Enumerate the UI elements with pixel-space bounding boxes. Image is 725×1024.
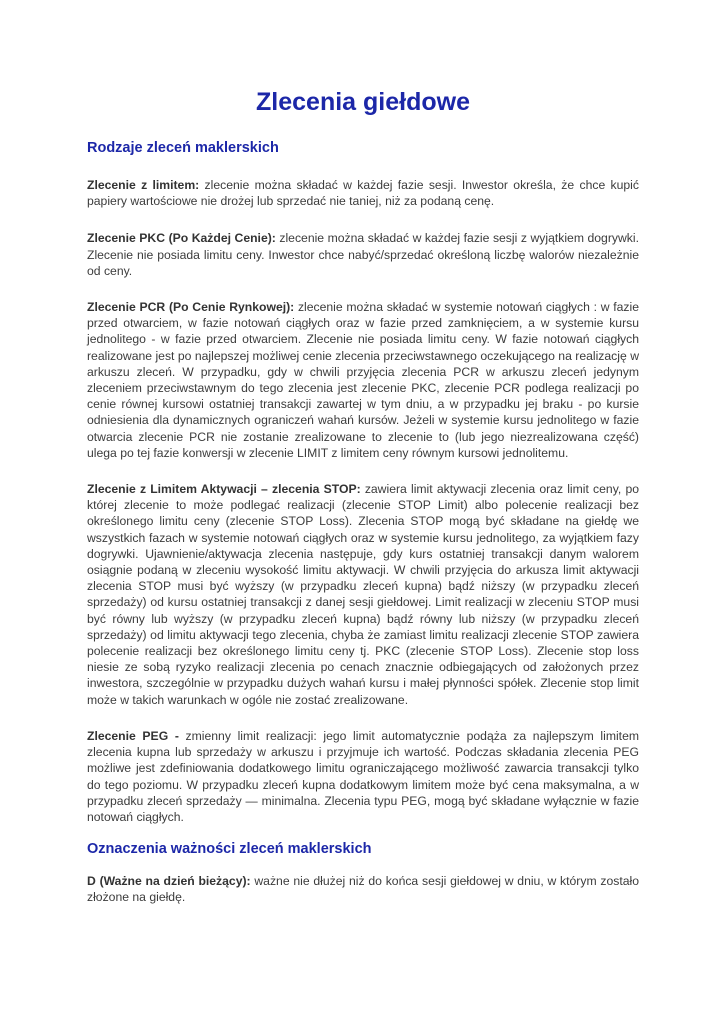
paragraph-pkc-order [87,230,639,279]
paragraph-term: Zlecenie PEG - [87,728,179,743]
paragraph-text: zlecenie można składać w systemie notowań ciągłych : w fazie przed otwarciem, w fazie notowań ciągłych oraz w fazie przed zamknięciem, a w systemie kursu jednolitego - w fazie przed otwarciem. Zlecenie nie posiada limitu ceny. W fazie notowań ciągłych realizowane jest po najlepszej możliwej cenie zlecenia przeciwstawnego oczekującego na realizację w arkuszu zleceń. W przypadku, gdy w chwili przyjęcia zlecenia PCR w arkuszu zleceń jedynym zleceniem przeciwstawnym do tego zlecenia jest zlecenie PKC, zlecenie PCR podlega realizacji po cenie równej kursowi ostatniej transakcji zawartej w tym dniu, a w przypadku jej braku - po kursie odniesienia dla dynamicznych ograniczeń wahań kursów. Jeżeli w systemie kursu jednolitego w fazie otwarcia zlecenie PCR nie zostanie zrealizowane to zlecenie to (lub jego niezrealizowana część) ulega po tej fazie konwersji w zlecenie LIMIT z limitem ceny równym kursowi jednolitemu. [87,300,639,460]
page-title: Zlecenia giełdowe [256,88,470,116]
paragraph-term: Zlecenie z limitem: [87,178,200,192]
section-heading-validity: Oznaczenia ważności zleceń maklerskich [87,841,372,858]
document-page [87,0,639,906]
paragraph-term: Zlecenie PCR (Po Cenie Rynkowej): [87,300,295,315]
paragraph-peg-order [87,728,639,825]
paragraph-text: zlecenie można składać w każdej fazie sesji. Inwestor określa, że chce kupić papiery wartościowe nie drożej lub sprzedać nie taniej, niż za podaną cenę. [87,178,639,209]
section-heading-order-types: Rodzaje zleceń maklerskich [87,140,279,156]
paragraph-term: D (Ważne na dzień bieżący): [87,874,251,889]
paragraph-text: ważne nie dłużej niż do końca sesji giełdowej w dniu, w którym zostało złożone na giełdę. [87,874,639,905]
paragraph-limit-order [87,177,639,209]
paragraph-text: zawiera limit aktywacji zlecenia oraz limit ceny, po której zlecenie to może podlegać realizacji (zlecenie STOP Limit) albo polecenie realizacji bez określonego limitu ceny (zlecenie STOP Loss). Zlecenia STOP mogą być składane na giełdę we wszystkich fazach w systemie notowań ciągłych oraz w systemie kursu jednolitego, za wyjątkiem fazy dogrywki. Ujawnienie/aktywacja zlecenia następuje, gdy kurs ostatniej transakcji danym walorem osiągnie podaną w zleceniu wysokość limitu aktywacji. W chwili przyjęcia do arkusza limit aktywacji zlecenia STOP musi być wyższy (w przypadku zleceń kupna) bądź niższy (w przypadku zleceń sprzedaży) od kursu ostatniej transakcji z danej sesji giełdowej. Limit realizacji w zleceniu STOP musi być równy lub wyższy (w przypadku zleceń kupna) bądź równy lub niższy (w przypadku zleceń sprzedaży) od limitu aktywacji tego zlecenia, chyba że zamiast limitu realizacji zlecenie STOP zawiera polecenie realizacji bez określonego limitu ceny tj. PKC (zlecenie STOP Loss). Zlecenie stop loss niesie ze sobą ryzyko realizacji zlecenia po cenach znacznie odbiegających od założonych przez inwestora, szczególnie w przypadku dużych wahań kursu i małej płynności spółek. Zlecenie stop limit może w takich warunkach w ogóle nie zostać zrealizowane. [87,482,639,707]
paragraph-day-validity [87,873,639,905]
paragraph-text: zmienny limit realizacji: jego limit automatycznie podąża za najlepszym limitem zlecenia kupna lub sprzedaży w arkuszu i przyjmuje ich wartość. Podczas składania zlecenia PEG możliwe jest zdefiniowania dodatkowego limitu ograniczającego możliwość zawarcia transakcji tylko do tego poziomu. W przypadku zleceń kupna dodatkowym limitem może być cena maksymalna, a w przypadku zleceń sprzedaży — minimalna. Zlecenia typu PEG, mogą być składane wyłącznie w fazie notowań ciągłych. [87,728,639,824]
paragraph-pcr-order [87,299,639,461]
paragraph-stop-order [87,481,639,708]
paragraph-term: Zlecenie PKC (Po Każdej Cenie): [87,231,276,246]
paragraph-term: Zlecenie z Limitem Aktywacji – zlecenia STOP: [87,482,361,497]
paragraph-text: zlecenie można składać w każdej fazie sesji z wyjątkiem dogrywki. Zlecenie nie posiada limitu ceny. Inwestor chce nabyć/sprzedać określoną liczbę walorów niezależnie od ceny. [87,231,639,278]
